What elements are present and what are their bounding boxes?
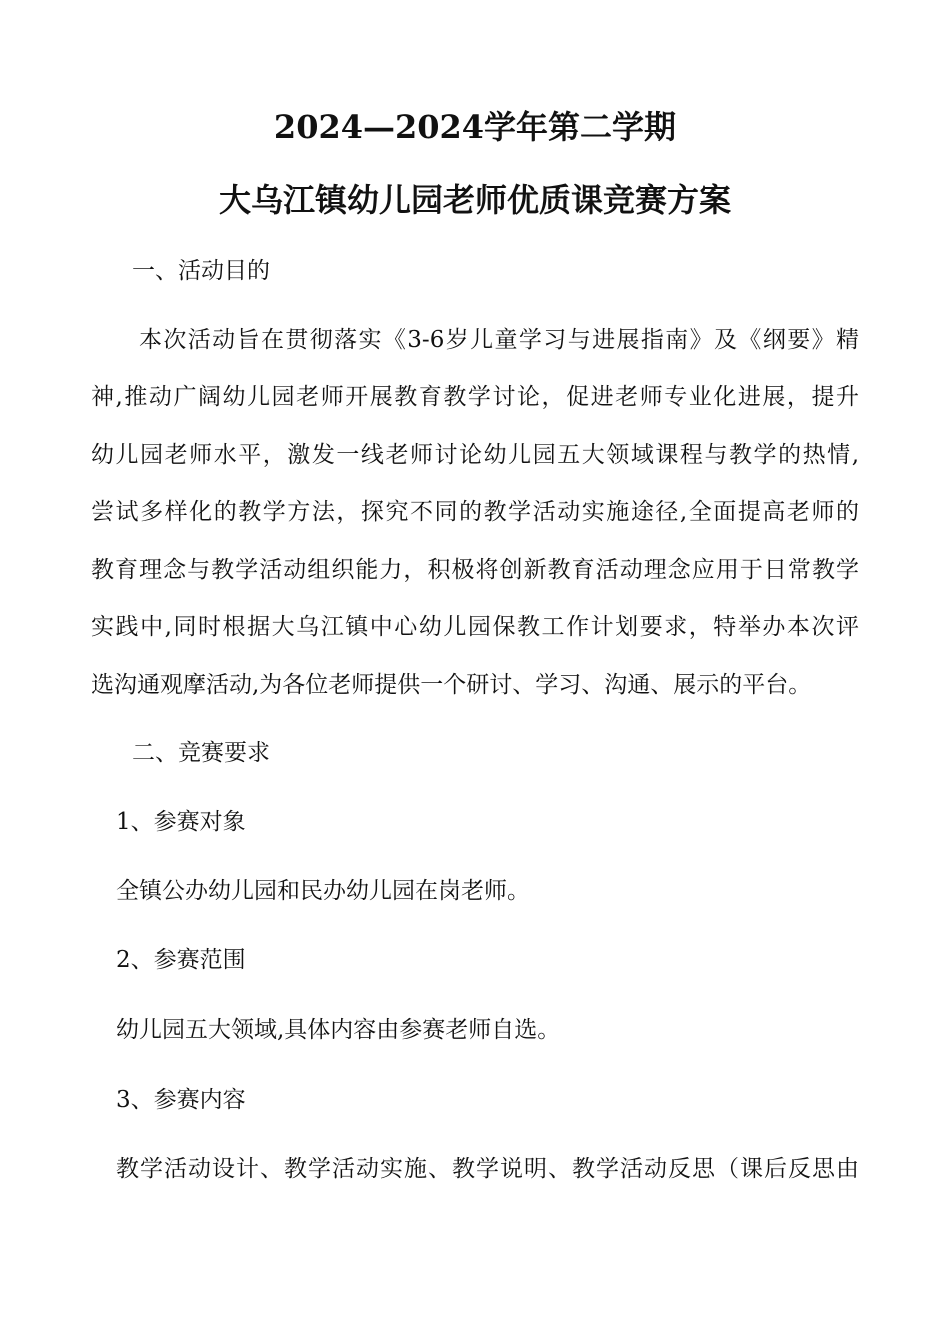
section-1-paragraph-line: 幼儿园老师水平，激发一线老师讨论幼儿园五大领域课程与教学的热情, [91, 442, 859, 468]
section-1-paragraph-line: 尝试多样化的教学方法，探究不同的教学活动实施途径,全面提高老师的 [91, 499, 859, 525]
section-2-heading: 二、竞赛要求 [132, 740, 270, 766]
section-1-paragraph-line: 本次活动旨在贯彻落实《3-6岁儿童学习与进展指南》及《纲要》精 [139, 327, 859, 353]
section-1-paragraph-line: 教育理念与教学活动组织能力，积极将创新教育活动理念应用于日常教学 [91, 557, 859, 583]
item-3-text: 教学活动设计、教学活动实施、教学说明、教学活动反思（课后反思由 [116, 1156, 859, 1182]
item-2-text: 幼儿园五大领域,具体内容由参赛老师自选。 [116, 1017, 561, 1043]
section-1-heading: 一、活动目的 [132, 258, 270, 284]
document-title-line-2: 大乌江镇幼儿园老师优质课竞赛方案 [218, 181, 731, 219]
document-title-line-1: 2024—2024学年第二学期 [273, 108, 677, 146]
section-1-paragraph-line: 实践中,同时根据大乌江镇中心幼儿园保教工作计划要求，特举办本次评 [91, 614, 859, 640]
item-1-label: 1、参赛对象 [116, 809, 246, 835]
section-1-paragraph-line: 神,推动广阔幼儿园老师开展教育教学讨论，促进老师专业化进展，提升 [91, 384, 859, 410]
section-1-paragraph-line: 选沟通观摩活动,为各位老师提供一个研讨、学习、沟通、展示的平台。 [91, 672, 812, 698]
item-3-label: 3、参赛内容 [116, 1087, 246, 1113]
item-1-text: 全镇公办幼儿园和民办幼儿园在岗老师。 [116, 878, 530, 904]
item-2-label: 2、参赛范围 [116, 947, 246, 973]
